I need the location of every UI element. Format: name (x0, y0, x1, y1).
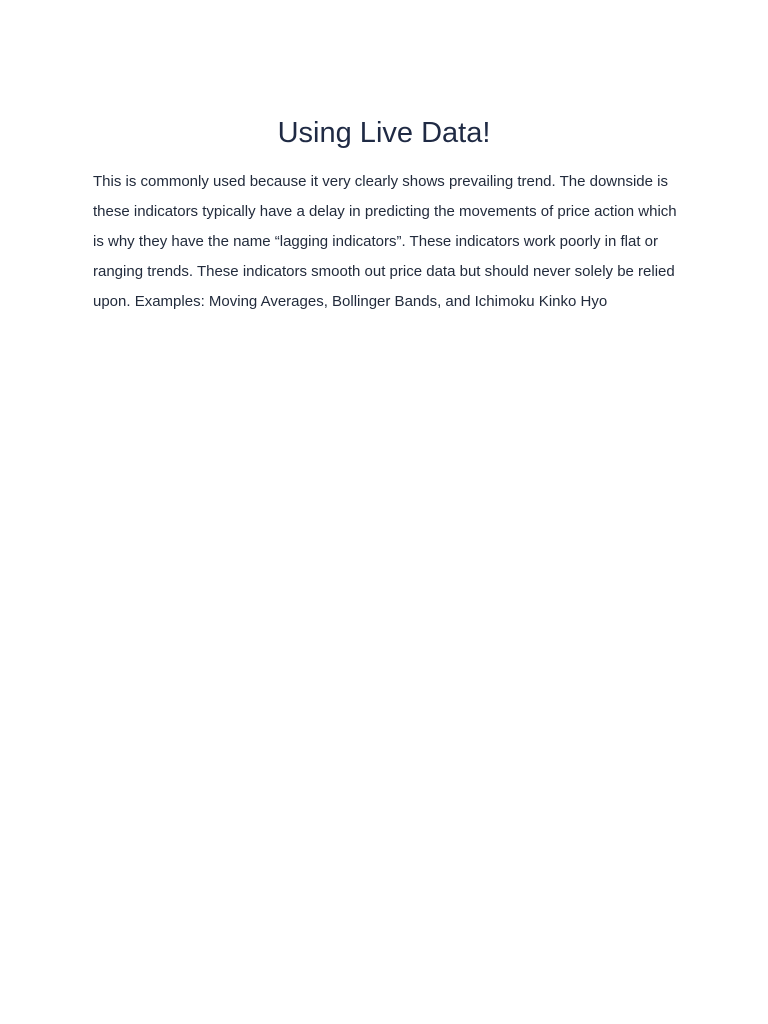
body-paragraph: This is commonly used because it very clearly shows prevailing trend. The downside is these indicators typically have a delay in predicting the movements of price action which is why they have the name “lagging indicators”. These indicators work poorly in flat or ranging trends. These indicators smooth out price data but should never solely be relied upon. Examples: Moving Averages, Bollinger Bands, and Ichimoku Kinko Hyo (93, 173, 677, 310)
page-title: Using Live Data! (277, 117, 491, 149)
